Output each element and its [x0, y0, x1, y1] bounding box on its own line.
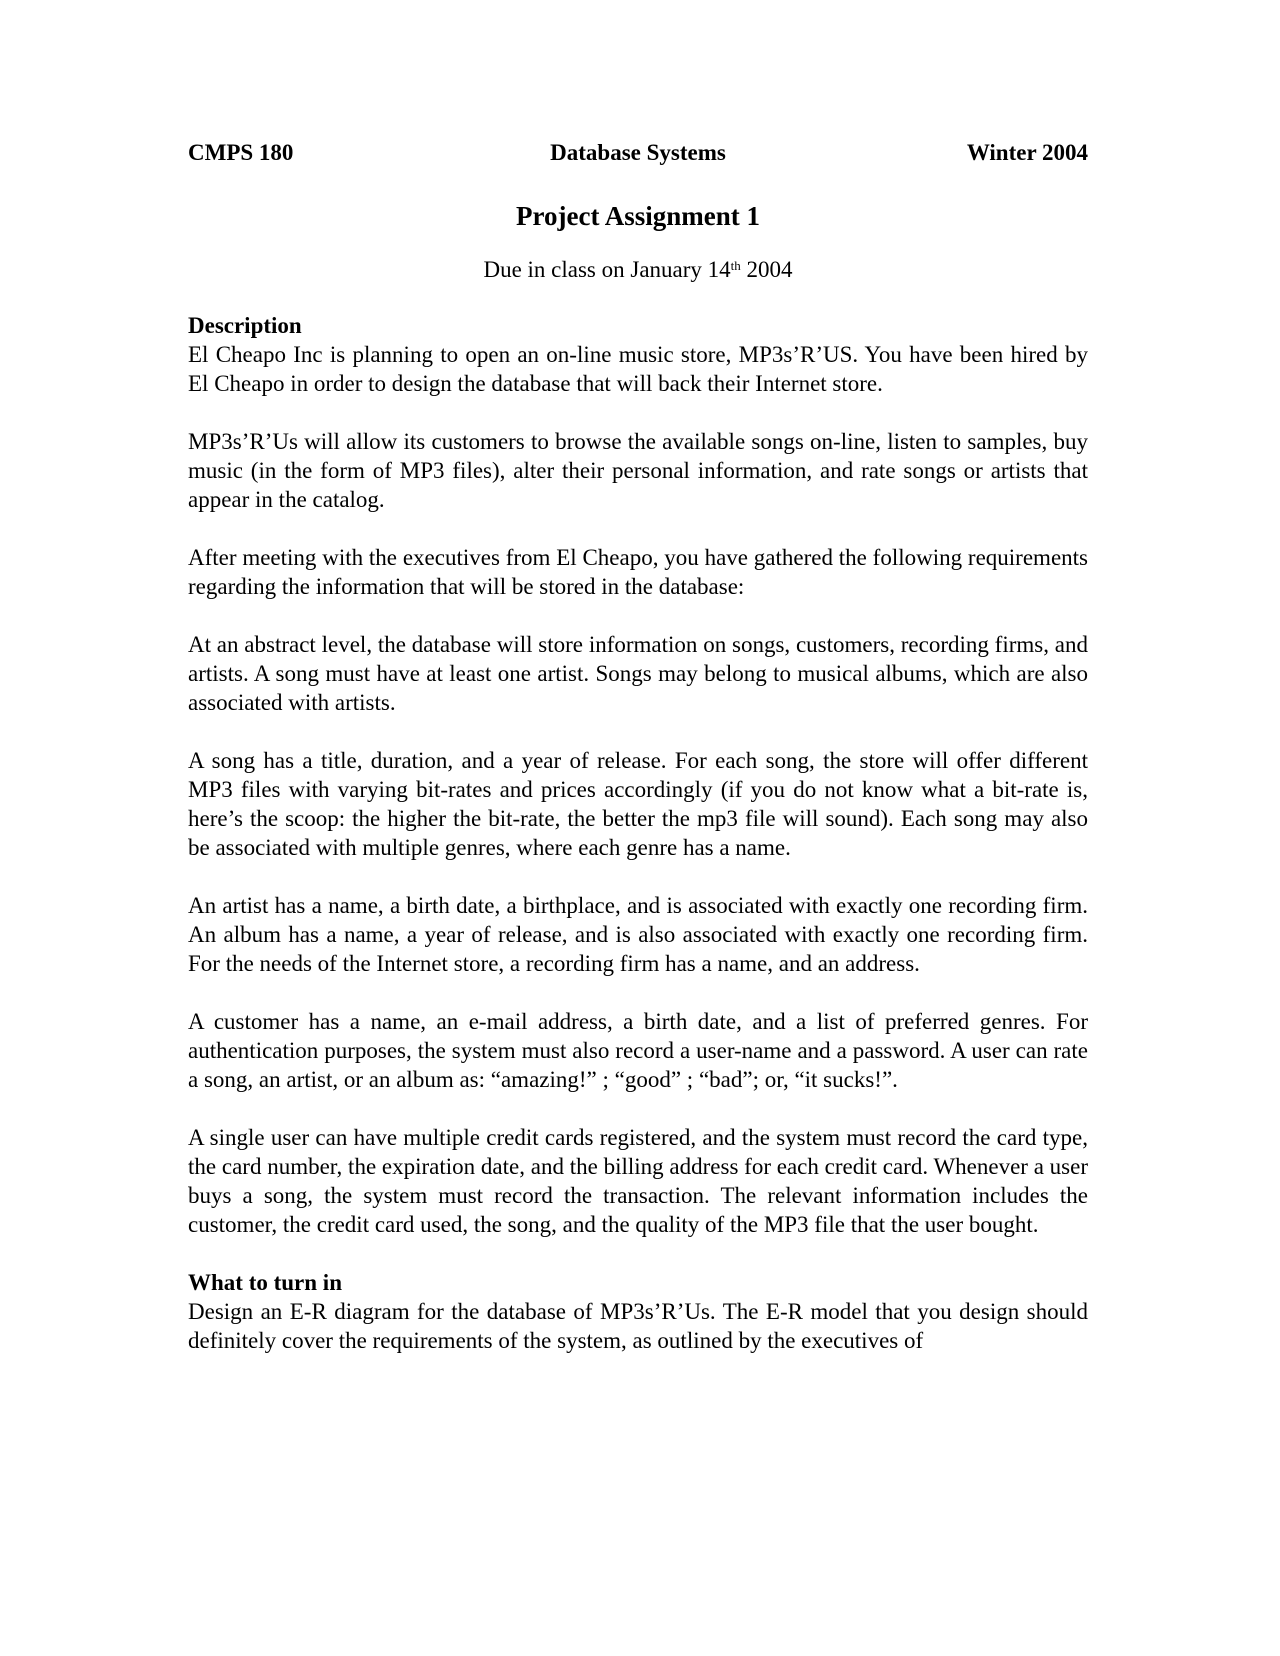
description-paragraph-2: MP3s’R’Us will allow its customers to browse the available songs on-line, listen to samples, buy music (in the form of MP3 files), alter their personal information, and rate songs or artists that appear in the catalog. — [188, 429, 1088, 512]
term: Winter 2004 — [966, 140, 1088, 165]
description-paragraph-6: An artist has a name, a birth date, a birthplace, and is associated with exactly one recording firm. An album has a name, a year of release, and is also associated with exactly one recording firm. For the needs of the Internet store, a recording firm has a name, and an address. — [188, 893, 1088, 976]
description-paragraph-3: After meeting with the executives from El Cheapo, you have gathered the following requirements regarding the information that will be stored in the database: — [188, 545, 1088, 599]
description-paragraph-4: At an abstract level, the database will store information on songs, customers, recording firms, and artists. A song must have at least one artist. Songs may belong to musical albums, which are also associated with artists. — [188, 632, 1088, 715]
due-date — [188, 255, 1088, 285]
due-date-prefix: Due in class on January 14 — [483, 257, 731, 282]
course-title: Database Systems — [550, 140, 726, 165]
description-paragraph-1: El Cheapo Inc is planning to open an on-line music store, MP3s’R’US. You have been hired by El Cheapo in order to design the database that will back their Internet store. — [188, 342, 1088, 396]
turn-in-heading: What to turn in — [188, 1270, 342, 1295]
due-date-superscript: th — [730, 258, 741, 273]
description-paragraph-8: A single user can have multiple credit cards registered, and the system must record the card type, the card number, the expiration date, and the billing address for each credit card. Whenever a user buys a song, the system must record the transaction. The relevant information includes the customer, the credit card used, the song, and the quality of the MP3 file that the user bought. — [188, 1125, 1088, 1237]
page-title: Project Assignment 1 — [516, 201, 760, 231]
turn-in-paragraph: Design an E-R diagram for the database of MP3s’R’Us. The E-R model that you design should definitely cover the requirements of the system, as outlined by the executives of — [188, 1299, 1088, 1353]
description-heading: Description — [188, 313, 302, 338]
due-date-suffix: 2004 — [740, 257, 793, 282]
document-header — [188, 138, 1088, 168]
course-code: CMPS 180 — [188, 140, 294, 165]
document-page — [188, 138, 1088, 1355]
description-paragraph-7: A customer has a name, an e-mail address, a birth date, and a list of preferred genres. For authentication purposes, the system must also record a user-name and a password. A user can rate a song, an artist, or an album as: “amazing!” ; “good” ; “bad”; or, “it sucks!”. — [188, 1009, 1088, 1092]
description-paragraph-5: A song has a title, duration, and a year of release. For each song, the store will offer different MP3 files with varying bit-rates and prices accordingly (if you do not know what a bit-rate is, here’s the scoop: the higher the bit-rate, the better the mp3 file will sound). Each song may also be associated with multiple genres, where each genre has a name. — [188, 748, 1088, 860]
